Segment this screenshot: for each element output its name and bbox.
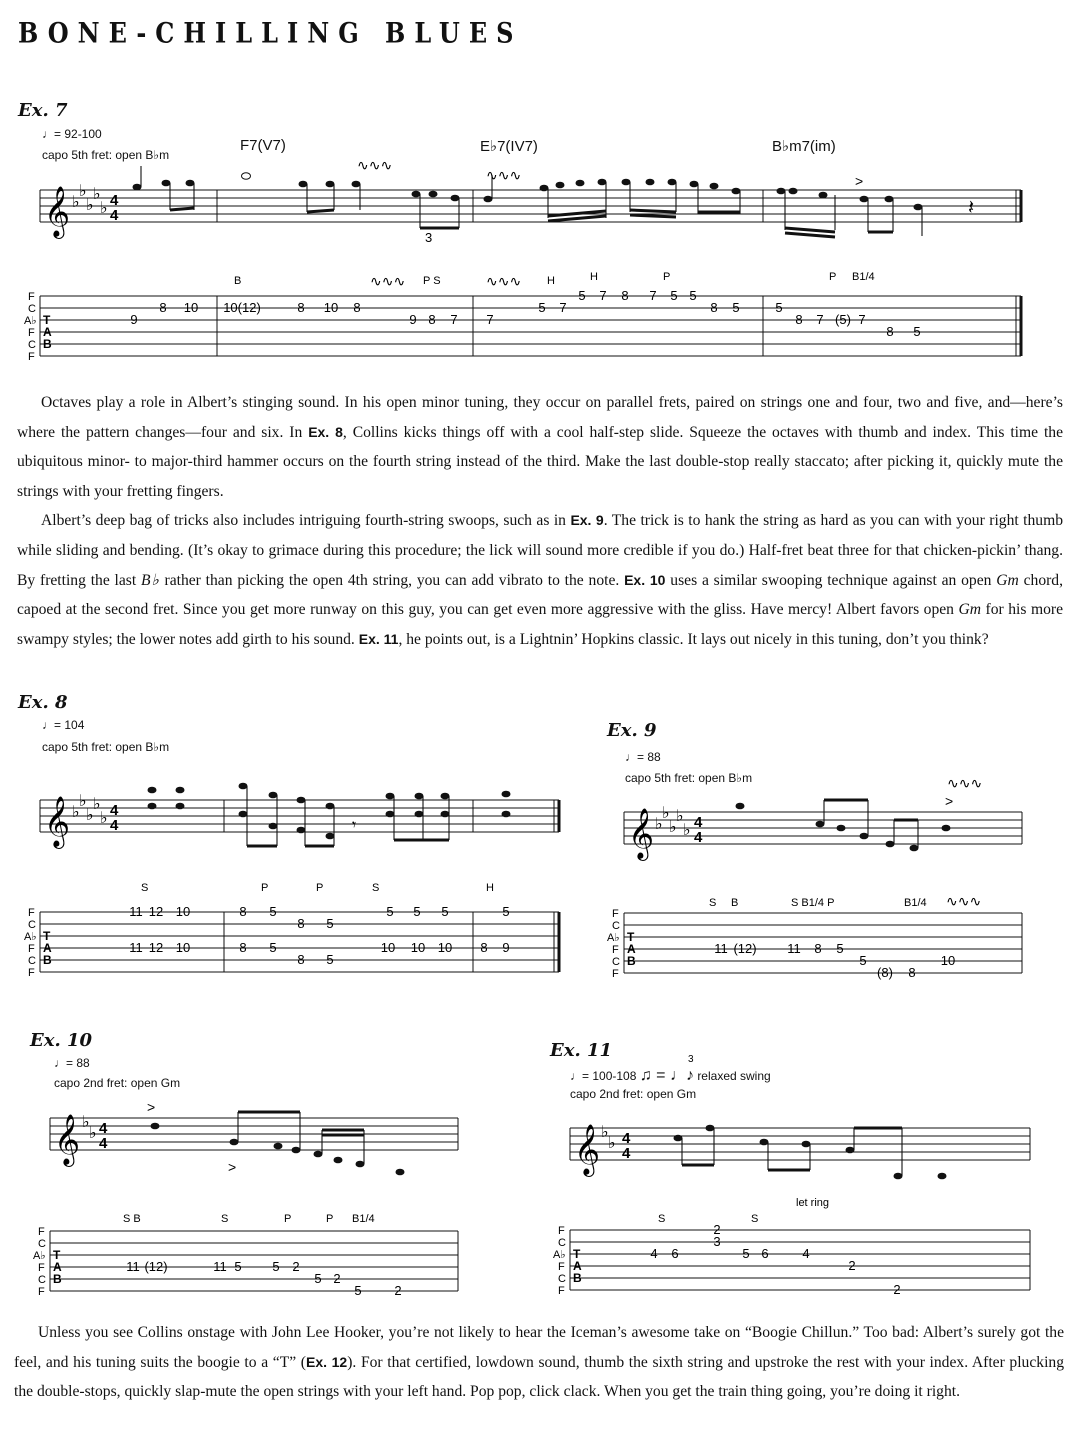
- svg-text:F: F: [28, 907, 35, 919]
- svg-text:2: 2: [394, 1283, 402, 1298]
- svg-text:8: 8: [795, 312, 803, 327]
- svg-text:♭: ♭: [683, 822, 691, 839]
- svg-text:B: B: [53, 1272, 62, 1286]
- treble-clef-icon: 𝄞: [44, 797, 71, 846]
- ex8-label: Ex. 8: [18, 692, 68, 713]
- ex11-tempo-text: = 100-108: [582, 1069, 637, 1083]
- svg-text:5: 5: [538, 300, 546, 315]
- svg-text:7: 7: [486, 312, 494, 327]
- article-paragraphs-2: [14, 1318, 1064, 1407]
- svg-text:♭: ♭: [79, 183, 87, 200]
- svg-text:F: F: [612, 968, 619, 980]
- svg-text:2: 2: [893, 1282, 901, 1297]
- svg-text:8: 8: [908, 965, 916, 980]
- svg-text:2: 2: [713, 1222, 721, 1237]
- svg-text:F: F: [38, 1226, 45, 1238]
- time-signature-bottom: 4: [110, 207, 119, 224]
- svg-text:5: 5: [441, 904, 449, 919]
- svg-text:11: 11: [714, 941, 728, 956]
- svg-text:8: 8: [710, 300, 718, 315]
- svg-text:S: S: [751, 1213, 759, 1225]
- svg-text:9: 9: [409, 312, 417, 327]
- svg-text:T: T: [43, 313, 51, 327]
- svg-text:7: 7: [816, 312, 824, 327]
- svg-text:8: 8: [159, 300, 167, 315]
- svg-text:5: 5: [670, 288, 678, 303]
- svg-text:8: 8: [239, 904, 247, 919]
- ex11-swing: relaxed swing: [697, 1069, 771, 1083]
- svg-text:F: F: [28, 967, 35, 979]
- svg-text:♭: ♭: [79, 793, 87, 810]
- svg-text:P S: P S: [423, 275, 441, 287]
- time-signature-bottom: 4: [110, 817, 119, 834]
- svg-text:F: F: [28, 351, 35, 363]
- svg-text:♭: ♭: [100, 810, 108, 827]
- ex9-tempo: ♩= 88: [625, 750, 661, 764]
- vibrato-icon: ∿∿∿: [486, 273, 522, 289]
- svg-text:10(12): 10(12): [223, 300, 261, 315]
- svg-text:F: F: [558, 1225, 565, 1237]
- svg-text:11: 11: [213, 1259, 227, 1274]
- svg-text:6: 6: [761, 1246, 769, 1261]
- svg-text:A: A: [573, 1259, 582, 1273]
- svg-text:F: F: [558, 1261, 565, 1273]
- svg-text:B1/4: B1/4: [852, 271, 875, 283]
- svg-text:12: 12: [148, 940, 164, 955]
- ex7-label: Ex. 7: [18, 100, 68, 121]
- time-signature-bottom: 4: [694, 829, 703, 846]
- time-signature-top: 4: [110, 802, 119, 819]
- svg-text:♭: ♭: [72, 194, 80, 211]
- svg-text:B: B: [43, 953, 52, 967]
- svg-text:S: S: [141, 882, 149, 894]
- svg-text:H: H: [547, 275, 555, 287]
- svg-text:C: C: [38, 1238, 46, 1250]
- svg-text:10: 10: [437, 940, 453, 955]
- ex10-label: Ex. 10: [30, 1030, 93, 1051]
- svg-text:10: 10: [380, 940, 396, 955]
- svg-text:♭: ♭: [676, 808, 684, 825]
- svg-text:P: P: [316, 882, 324, 894]
- svg-text:P: P: [326, 1213, 334, 1225]
- svg-text:S: S: [658, 1213, 666, 1225]
- svg-text:4: 4: [650, 1246, 658, 1261]
- svg-text:♭: ♭: [662, 805, 670, 822]
- svg-text:10: 10: [183, 300, 199, 315]
- svg-text:F: F: [558, 1285, 565, 1297]
- svg-text:5: 5: [413, 904, 421, 919]
- svg-text:A♭: A♭: [24, 315, 37, 327]
- svg-text:♭: ♭: [669, 819, 677, 836]
- svg-text:5: 5: [836, 941, 844, 956]
- svg-text:8: 8: [480, 940, 488, 955]
- svg-text:5: 5: [859, 953, 867, 968]
- svg-text:B: B: [573, 1271, 582, 1285]
- svg-text:11: 11: [126, 1259, 140, 1274]
- svg-text:T: T: [43, 929, 51, 943]
- ex9-label: Ex. 9: [607, 720, 657, 741]
- svg-text:7: 7: [559, 300, 567, 315]
- vibrato-icon: ∿∿∿: [946, 893, 982, 909]
- svg-text:7: 7: [649, 288, 657, 303]
- svg-text:♭: ♭: [89, 1125, 97, 1142]
- svg-text:5: 5: [775, 300, 783, 315]
- svg-text:B: B: [234, 275, 242, 287]
- svg-text:A: A: [627, 942, 636, 956]
- svg-text:S B: S B: [123, 1213, 141, 1225]
- svg-text:S: S: [221, 1213, 229, 1225]
- svg-text:9: 9: [130, 312, 138, 327]
- svg-text:(8): (8): [877, 965, 893, 980]
- time-signature-top: 4: [694, 814, 703, 831]
- svg-text:F: F: [28, 291, 35, 303]
- ex11-label: Ex. 11: [550, 1040, 613, 1061]
- svg-text:11: 11: [787, 941, 801, 956]
- svg-text:6: 6: [671, 1246, 679, 1261]
- accent-icon: >: [147, 1099, 156, 1115]
- vibrato-icon: ∿∿∿: [947, 775, 983, 791]
- svg-text:B1/4: B1/4: [904, 897, 927, 909]
- svg-text:8: 8: [353, 300, 361, 315]
- svg-text:C: C: [28, 955, 36, 967]
- svg-text:8: 8: [428, 312, 436, 327]
- svg-text:♭: ♭: [655, 816, 663, 833]
- svg-text:P: P: [663, 271, 671, 283]
- svg-text:B1/4: B1/4: [352, 1213, 375, 1225]
- ex11-technique-marks: [658, 1213, 758, 1225]
- svg-text:C: C: [612, 956, 620, 968]
- svg-text:10: 10: [940, 953, 956, 968]
- svg-text:♭: ♭: [82, 1114, 90, 1131]
- svg-text:P: P: [284, 1213, 292, 1225]
- paragraph: Albert’s deep bag of tricks also includes intriguing fourth-string swoops, such as in Ex. 9. The trick is to hank the string as hard as you can with your right thumb while sliding and bending. (It’s okay to grimace during this procedure; the lick will sound more credible if you do.) Half-fret beat three for that chicken-pickin’ thang. By fretting the last B♭ rather than picking the open 4th string, you can add vibrato to the note. Ex. 10 uses a similar swooping technique against an open Gm chord, capoed at the second fret. Since you get more runway on this guy, you can get even more aggressive with the gliss. Have mercy! Albert favors open Gm for his more swampy styles; the lower notes add girth to his sound. Ex. 11, he points out, is a Lightnin’ Hopkins classic. It lays out nicely in this tuning, don’t you think?: [17, 512, 1064, 648]
- svg-text:C: C: [558, 1237, 566, 1249]
- treble-clef-icon: 𝄞: [54, 1115, 81, 1164]
- svg-text:C: C: [612, 920, 620, 932]
- svg-text:C: C: [558, 1273, 566, 1285]
- svg-text:5: 5: [689, 288, 697, 303]
- svg-text:5: 5: [742, 1246, 750, 1261]
- svg-text:2: 2: [292, 1259, 300, 1274]
- page-header-title: BONE-CHILLING BLUES: [18, 16, 523, 50]
- treble-clef-icon: 𝄞: [44, 187, 71, 236]
- svg-text:♭: ♭: [601, 1124, 609, 1141]
- svg-text:5: 5: [913, 324, 921, 339]
- svg-text:8: 8: [239, 940, 247, 955]
- svg-text:11: 11: [129, 904, 143, 919]
- svg-text:10: 10: [175, 940, 191, 955]
- svg-text:T: T: [573, 1247, 581, 1261]
- svg-text:5: 5: [502, 904, 510, 919]
- svg-text:(12): (12): [733, 941, 757, 956]
- svg-text:B: B: [731, 897, 739, 909]
- svg-text:5: 5: [354, 1283, 362, 1298]
- ex11-capo: capo 2nd fret: open Gm: [570, 1087, 697, 1101]
- svg-text:P: P: [261, 882, 269, 894]
- svg-text:5: 5: [314, 1271, 322, 1286]
- svg-text:11: 11: [129, 940, 143, 955]
- svg-text:F: F: [28, 327, 35, 339]
- paragraph: Octaves play a role in Albert’s stinging sound. In his open minor tuning, they occur on parallel frets, paired on strings one and four, two and five, and—here’s where the pattern changes—four and six. In Ex. 8, Collins kicks things off with a cool half-step slide. Squeeze the octaves with thumb and index. This time the ubiquitous minor- to major-third hammer occurs on the fourth string instead of the third. Make the last double-stop really staccato; after picking it, quickly mute the strings with your fretting fingers.: [17, 394, 1064, 500]
- vibrato-icon: ∿∿∿: [357, 157, 393, 173]
- svg-text:P: P: [829, 271, 837, 283]
- ex7-tuplet: 3: [425, 230, 433, 245]
- svg-text:♭: ♭: [100, 200, 108, 217]
- svg-text:8: 8: [297, 916, 305, 931]
- ex10-tempo: ♩= 88: [54, 1056, 90, 1070]
- svg-text:(12): (12): [144, 1259, 168, 1274]
- vibrato-icon: ∿∿∿: [370, 273, 406, 289]
- svg-text:5: 5: [326, 916, 334, 931]
- svg-text:A: A: [53, 1260, 62, 1274]
- ex7-chord-2: E♭7(IV7): [480, 138, 538, 155]
- svg-text:8: 8: [886, 324, 894, 339]
- svg-text:5: 5: [234, 1259, 242, 1274]
- swing-equivalence-icon: ♫ = ♩♪: [639, 1067, 694, 1084]
- svg-text:2: 2: [333, 1271, 341, 1286]
- svg-text:A♭: A♭: [607, 932, 620, 944]
- svg-text:B: B: [627, 954, 636, 968]
- svg-text:C: C: [28, 339, 36, 351]
- svg-text:A: A: [43, 941, 52, 955]
- ex7-chord-1: F7(V7): [240, 137, 286, 154]
- svg-text:F: F: [28, 943, 35, 955]
- ex7-chord-3: B♭m7(im): [772, 138, 836, 155]
- svg-text:8: 8: [814, 941, 822, 956]
- treble-clef-icon: 𝄞: [628, 809, 655, 858]
- svg-text:♭: ♭: [86, 197, 94, 214]
- svg-text:C: C: [38, 1274, 46, 1286]
- svg-text:5: 5: [272, 1259, 280, 1274]
- ex8-tempo-text: = 104: [54, 718, 85, 732]
- ex11-tuning-letters: [553, 1225, 566, 1297]
- svg-text:F: F: [612, 944, 619, 956]
- svg-text:♭: ♭: [93, 796, 101, 813]
- vibrato-icon: ∿∿∿: [486, 167, 522, 183]
- ex11-let-ring: let ring: [796, 1197, 830, 1209]
- eighth-rest-icon: 𝄾: [352, 817, 357, 834]
- time-signature-top: 4: [99, 1120, 108, 1137]
- svg-text:T: T: [627, 930, 635, 944]
- svg-text:S: S: [709, 897, 717, 909]
- ex8-tempo: ♩= 104: [42, 718, 85, 732]
- svg-text:♭: ♭: [72, 804, 80, 821]
- svg-text:5: 5: [732, 300, 740, 315]
- svg-text:C: C: [28, 919, 36, 931]
- time-signature-bottom: 4: [622, 1145, 631, 1162]
- svg-text:T: T: [53, 1248, 61, 1262]
- svg-text:5: 5: [386, 904, 394, 919]
- svg-text:F: F: [38, 1286, 45, 1298]
- svg-text:10: 10: [410, 940, 426, 955]
- ex10-capo: capo 2nd fret: open Gm: [54, 1076, 181, 1090]
- svg-text:7: 7: [858, 312, 866, 327]
- svg-text:H: H: [590, 271, 598, 283]
- svg-text:F: F: [38, 1262, 45, 1274]
- svg-text:8: 8: [297, 300, 305, 315]
- time-signature-bottom: 4: [99, 1135, 108, 1152]
- svg-text:5: 5: [326, 952, 334, 967]
- treble-clef-icon: 𝄞: [574, 1125, 601, 1174]
- svg-text:2: 2: [848, 1258, 856, 1273]
- accent-icon: >: [945, 793, 954, 809]
- ex7-tempo-text: = 92-100: [54, 127, 102, 141]
- svg-text:H: H: [486, 882, 494, 894]
- accent-icon: >: [855, 173, 864, 189]
- svg-text:12: 12: [148, 904, 164, 919]
- svg-text:♭: ♭: [93, 186, 101, 203]
- svg-text:9: 9: [502, 940, 510, 955]
- svg-text:(5): (5): [835, 312, 851, 327]
- ex7-capo: capo 5th fret: open B♭m: [42, 148, 170, 162]
- time-signature-top: 4: [622, 1130, 631, 1147]
- svg-text:10: 10: [323, 300, 339, 315]
- svg-text:A♭: A♭: [553, 1249, 566, 1261]
- svg-text:8: 8: [297, 952, 305, 967]
- svg-text:8: 8: [621, 288, 629, 303]
- svg-text:3: 3: [713, 1234, 721, 1249]
- svg-text:♭: ♭: [608, 1135, 616, 1152]
- svg-text:7: 7: [450, 312, 458, 327]
- paragraph: Unless you see Collins onstage with John Lee Hooker, you’re not likely to hear the Iceman’s awesome take on “Boogie Chillun.” Too bad: Albert’s surely got the feel, and his tuning suits the boogie to a “T” (Ex. 12). For that certified, lowdown sound, thumb the sixth string and upstroke the rest with your index. After plucking the double-stops, quickly slap-mute the open strings with your left hand. Pop pop, click clack. When you get the train thing going, you’re doing it right.: [14, 1324, 1064, 1401]
- svg-text:4: 4: [802, 1246, 810, 1261]
- ex11-tempo: ♩= 100-108 ♫ = ♩♪ relaxed swing: [570, 1067, 771, 1084]
- ex11-triplet: 3: [688, 1054, 694, 1065]
- ex11-tab-numbers: [650, 1222, 900, 1297]
- svg-text:7: 7: [599, 288, 607, 303]
- ex9-tempo-text: = 88: [637, 750, 661, 764]
- quarter-rest-icon: 𝄽: [968, 197, 975, 219]
- svg-text:S: S: [372, 882, 380, 894]
- accent-icon: >: [228, 1159, 237, 1175]
- svg-text:A: A: [43, 325, 52, 339]
- ex11-tab-letters: [573, 1247, 582, 1285]
- svg-text:♭: ♭: [86, 807, 94, 824]
- ex8-capo: capo 5th fret: open B♭m: [42, 740, 170, 754]
- svg-text:S B1/4 P: S B1/4 P: [791, 897, 835, 909]
- svg-text:F: F: [612, 908, 619, 920]
- svg-text:5: 5: [269, 904, 277, 919]
- svg-text:A♭: A♭: [33, 1250, 46, 1262]
- svg-text:A♭: A♭: [24, 931, 37, 943]
- ex10-tempo-text: = 88: [66, 1056, 90, 1070]
- svg-text:10: 10: [175, 904, 191, 919]
- ex9-capo: capo 5th fret: open B♭m: [625, 771, 753, 785]
- ex7-tempo: ♩= 92-100: [42, 127, 102, 141]
- time-signature-top: 4: [110, 192, 119, 209]
- svg-text:C: C: [28, 303, 36, 315]
- svg-text:5: 5: [578, 288, 586, 303]
- svg-text:B: B: [43, 337, 52, 351]
- svg-text:5: 5: [269, 940, 277, 955]
